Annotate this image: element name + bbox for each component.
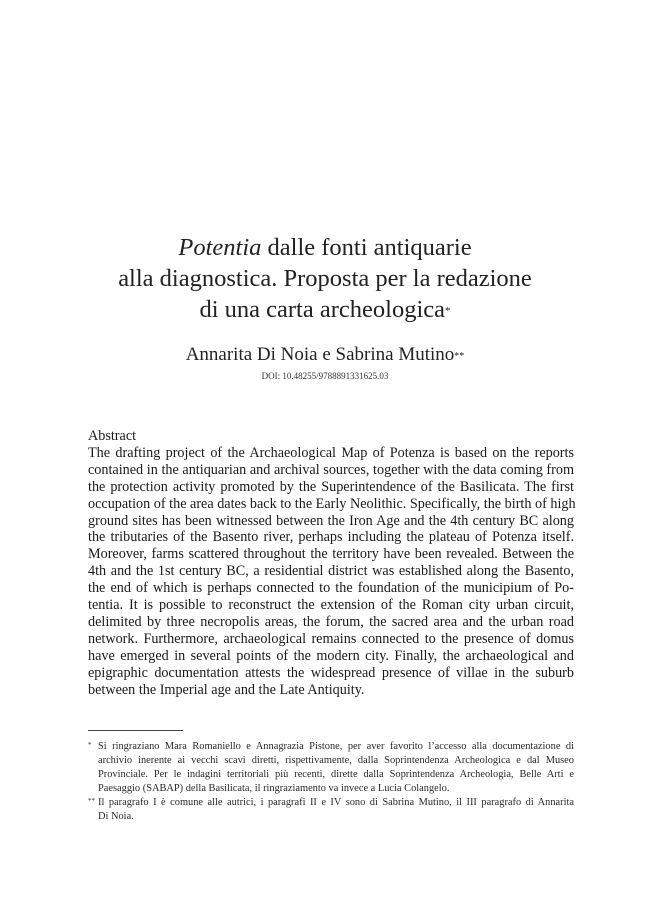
footnote-line: Si ringraziano Mara Romaniello e Annagrazia Pistone, per aver favorito l’accesso alla documentazione di	[98, 741, 574, 752]
abstract-line: the protection activity promoted by the Superintendence of the Basilicata. The first	[88, 478, 574, 495]
footnote-2	[88, 796, 574, 824]
abstract-line: ground sites has been witnessed between the Iron Age and the 4th century BC along	[88, 512, 574, 529]
title-line-2: alla diagnostica. Proposta per la redazione	[118, 265, 532, 292]
title-line-1	[0, 232, 650, 263]
abstract-line: 4th and the 1st century BC, a residential district was established along the Basento,	[88, 563, 574, 580]
abstract-line: the tributaries of the Basento river, perhaps including the plateau of Potenza itself.	[88, 529, 574, 546]
title-line-3	[0, 294, 650, 325]
doi: DOI: 10.48255/9788891331625.03	[261, 371, 389, 381]
abstract-line: contained in the antiquarian and archival sources, together with the data coming from	[88, 461, 574, 478]
footnote-1	[88, 740, 574, 796]
authors-footnote-mark: **	[454, 351, 465, 362]
abstract-line: between the Imperial age and the Late Antiquity.	[88, 681, 365, 698]
title-italic-word: Potentia	[178, 234, 262, 261]
authors-text: Annarita Di Noia e Sabrina Mutino	[185, 344, 455, 365]
footnote-line: archivio inerente ai vecchi scavi diretti, rispettivamente, dalla Soprintendenza Archeologica e dal Museo	[98, 755, 574, 767]
title-footnote-mark: *	[445, 305, 451, 317]
abstract	[88, 428, 574, 699]
abstract-line: have emerged in several points of the modern city. Finally, the archaeological and	[88, 647, 574, 664]
abstract-line: occupation of the area dates back to the Early Neolithic. Specifically, the birth of high	[88, 495, 576, 512]
footnote-line: Provinciale. Per le indagini territoriali più recenti, dirette dalla Soprintendenza Archeologia, Belle Arti e	[98, 769, 574, 781]
abstract-line: Moreover, farms scattered throughout the territory have been revealed. Between the	[88, 546, 574, 563]
abstract-heading: Abstract	[88, 428, 137, 444]
footnote-line: Il paragrafo I è comune alle autrici, i paragrafi II e IV sono di Sabrina Mutino, il III paragrafo di Annarita	[98, 797, 574, 809]
abstract-line: the end of which is perhaps connected to the foundation of the municipium of Po-	[88, 580, 574, 597]
footnote-1-mark: *	[88, 741, 92, 749]
footnotes	[88, 740, 574, 825]
abstract-line: delimited by three necropolis areas, the forum, the sacred area and the urban road	[88, 613, 574, 630]
abstract-line: The drafting project of the Archaeological Map of Potenza is based on the reports	[88, 444, 574, 461]
abstract-line: network. Furthermore, archaeological remains connected to the presence of domus	[88, 630, 574, 647]
footnote-line: Paesaggio (SABAP) della Basilicata, il ringraziamento va invece a Lucia Colangelo.	[98, 783, 450, 795]
authors	[0, 343, 650, 367]
footnote-2-mark: **	[88, 797, 95, 806]
title-line-3-text: di una carta archeologica	[199, 296, 446, 323]
footnote-separator	[88, 730, 183, 731]
title-line-1-rest: dalle fonti antiquarie	[261, 234, 472, 261]
paper-title	[0, 232, 650, 325]
footnote-line: Di Noia.	[98, 811, 134, 823]
abstract-line: tentia. It is possible to reconstruct the extension of the Roman city urban circuit,	[88, 597, 574, 614]
abstract-line: epigraphic documentation attests the widespread presence of villae in the suburb	[88, 664, 574, 681]
